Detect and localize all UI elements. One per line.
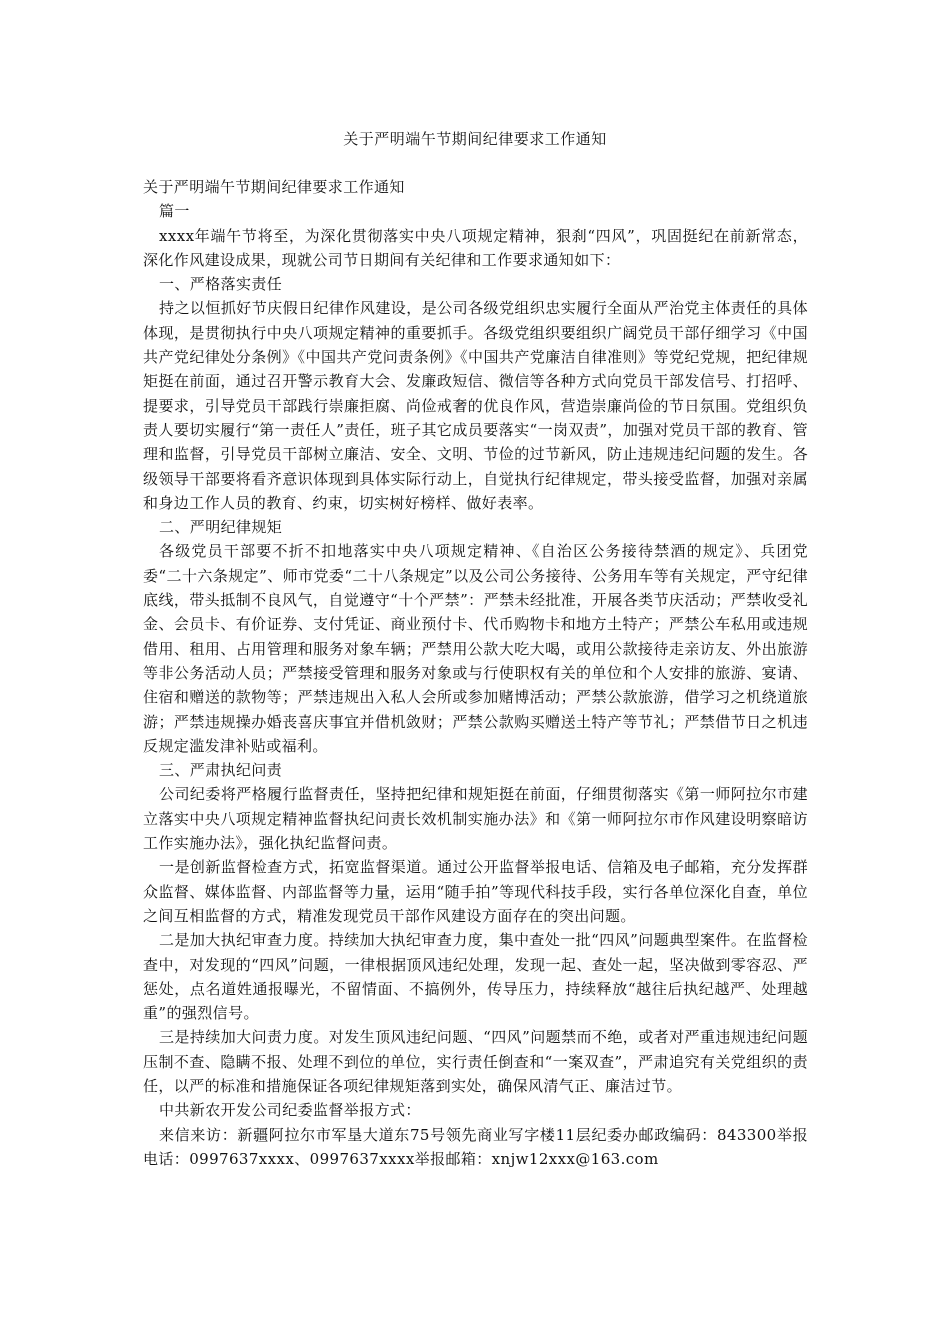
body-heading: 关于严明端午节期间纪律要求工作通知: [143, 178, 405, 196]
section-3-paragraph: 公司纪委将严格履行监督责任，坚持把纪律和规矩挺在前面，仔细贯彻落实《第一师阿拉尔市建立落实中央八项规定精神监督执纪问责长效机制实施办法》和《第一师阿拉尔市作风建设明察暗访工作实施办法》，强化执纪监督问责。: [143, 785, 808, 853]
intro-paragraph: xxxx年端午节将至，为深化贯彻落实中央八项规定精神，狠刹“四风”，巩固挺纪在前新常态，深化作风建设成果，现就公司节日期间有关纪律和工作要求通知如下：: [143, 226, 808, 269]
measure-2-paragraph: 二是加大执纪审查力度。持续加大执纪审查力度，集中查处一批“四风”问题典型案件。在监督检查中，对发现的“四风”问题，一律根据顶风违纪处理，发现一起、查处一起，坚决做到零容忍、严惩处，点名道姓通报曝光，不留情面、不搞例外，传导压力，持续释放“越往后执纪越严、处理越重”的强烈信号。: [143, 931, 808, 1023]
section-heading-3: 三、严肃执纪问责: [159, 761, 283, 780]
document-body: [143, 175, 808, 1171]
section-heading-1: 一、严格落实责任: [159, 275, 283, 294]
measure-1-paragraph: 一是创新监督检查方式，拓宽监督渠道。通过公开监督举报电话、信箱及电子邮箱，充分发挥群众监督、媒体监督、内部监督等力量，运用“随手拍”等现代科技手段，实行各单位深化自查，单位之间互相监督的方式，精准发现党员干部作风建设方面存在的突出问题。: [143, 858, 808, 925]
section-2-paragraph: 各级党员干部要不折不扣地落实中央八项规定精神、《自治区公务接待禁酒的规定》、兵团党委“二十六条规定”、师市党委“二十八条规定”以及公司公务接待、公务用车等有关规定，严守纪律底线，带头抵制不良风气，自觉遵守“十个严禁”：严禁未经批准，开展各类节庆活动；严禁收受礼金、会员卡、有价证券、支付凭证、商业预付卡、代币购物卡和地方土特产；严禁公车私用或违规借用、租用、占用管理和服务对象车辆；严禁用公款大吃大喝，或用公款接待走亲访友、外出旅游等非公务活动人员；严禁接受管理和服务对象或与行使职权有关的单位和个人安排的旅游、宴请、住宿和赠送的款物等；严禁违规出入私人会所或参加赌博活动；严禁公款旅游，借学习之机绕道旅游；严禁违规操办婚丧喜庆事宜并借机敛财；严禁公款购买赠送土特产等节礼；严禁借节日之机违反规定滥发津补贴或福利。: [143, 542, 808, 755]
section-label: 篇一: [159, 202, 190, 221]
measure-3-paragraph: 三是持续加大问责力度。对发生顶风违纪问题、“四风”问题禁而不绝，或者对严重违规违纪问题压制不查、隐瞒不报、处理不到位的单位，实行责任倒查和“一案双查”，严肃追究有关党组织的责任，以严的标准和措施保证各项纪律规矩落到实处，确保风清气正、廉洁过节。: [143, 1028, 808, 1095]
section-heading-2: 二、严明纪律规矩: [159, 518, 283, 537]
document-title: 关于严明端午节期间纪律要求工作通知: [343, 130, 607, 148]
report-methods-heading: 中共新农开发公司纪委监督举报方式：: [159, 1101, 421, 1120]
section-1-paragraph: 持之以恒抓好节庆假日纪律作风建设，是公司各级党组织忠实履行全面从严治党主体责任的具体体现，是贯彻执行中央八项规定精神的重要抓手。各级党组织要组织广阔党员干部仔细学习《中国共产党纪律处分条例》《中国共产党问责条例》《中国共产党廉洁自律准则》等党纪党规，把纪律规矩挺在前面，通过召开警示教育大会、发廉政短信、微信等各种方式向党员干部发信号、打招呼、提要求，引导党员干部践行崇廉拒腐、尚俭戒奢的优良作风，营造崇廉尚俭的节日氛围。党组织负责人要切实履行“第一责任人”责任，班子其它成员要落实“一岗双责”，加强对党员干部的教育、管理和监督，引导党员干部树立廉洁、安全、文明、节俭的过节新风，防止违规违纪问题的发生。各级领导干部要将看齐意识体现到具体实际行动上，自觉执行纪律规定，带头接受监督，加强对亲属和身边工作人员的教育、约束，切实树好榜样、做好表率。: [143, 299, 808, 512]
contact-paragraph: 来信来访：新疆阿拉尔市军垦大道东75号领先商业写字楼11层纪委办邮政编码：843300举报电话：0997637xxxx、0997637xxxx举报邮箱：xnjw12xxx@163.com: [143, 1125, 808, 1168]
